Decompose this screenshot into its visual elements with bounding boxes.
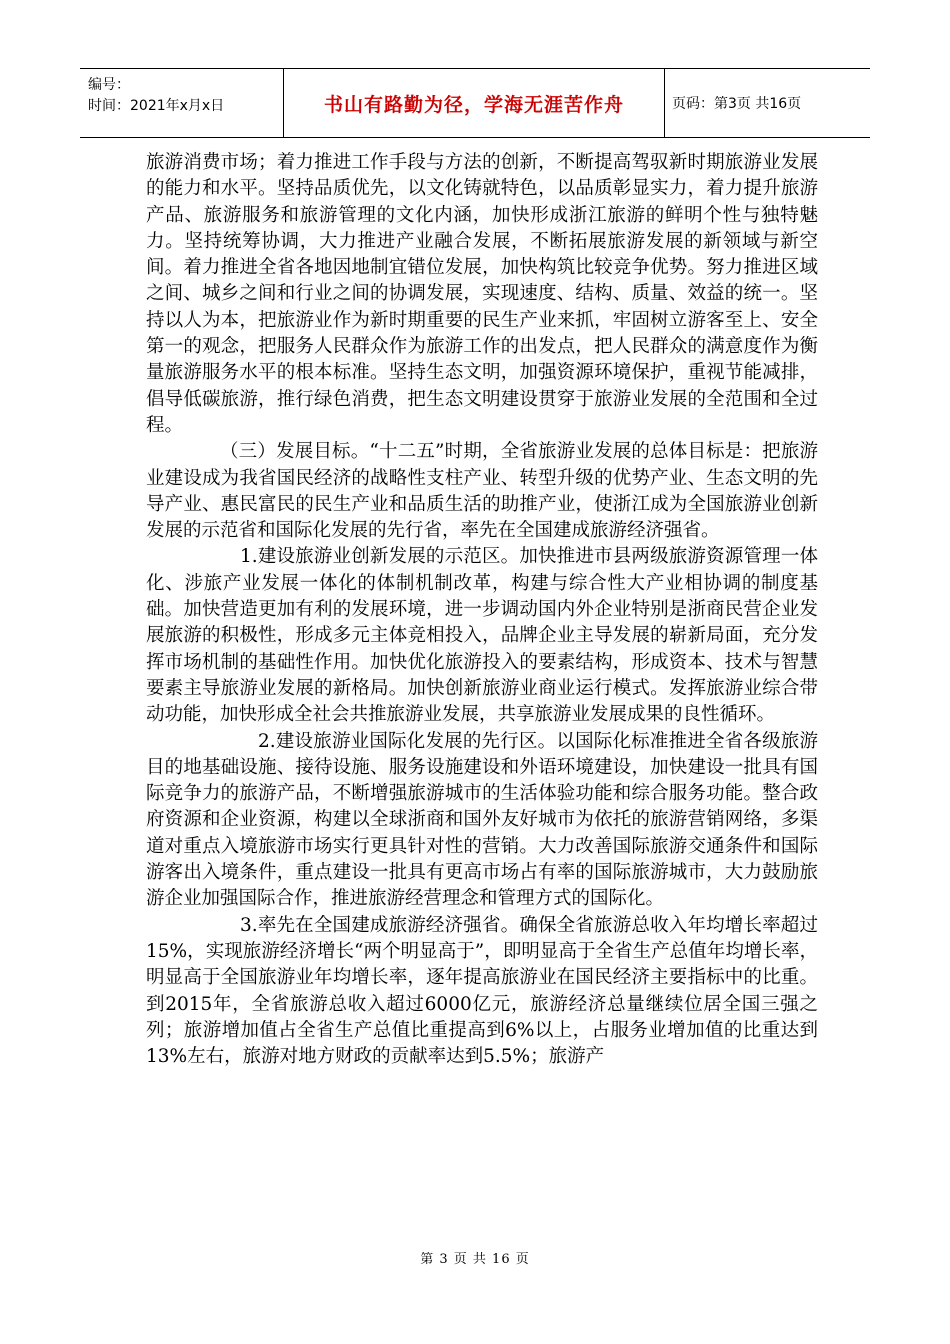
document-time-label: 时间：2021年x月x日 — [88, 98, 225, 114]
document-number-label: 编号： — [88, 77, 130, 93]
body-paragraph-1: 旅游消费市场；着力推进工作手段与方法的创新，不断提高驾驭新时期旅游业发展的能力和水平。坚持品质优先，以文化铸就特色，以品质彰显实力，着力提升旅游产品、旅游服务和旅游管理的文化内涵，加快形成浙江旅游的鲜明个性与独特魅力。坚持统筹协调，大力推进产业融合发展，不断拓展旅游发展的新领域与新空间。着力推进全省各地因地制宜错位发展，加快构筑比较竞争优势。努力推进区域之间、城乡之间和行业之间的协调发展，实现速度、结构、质量、效益的统一。坚持以人为本，把旅游业作为新时期重要的民生产业来抓，牢固树立游客至上、安全第一的观念，把服务人民群众作为旅游工作的出发点，把人民群众的满意度作为衡量旅游服务水平的根本标准。坚持生态文明，加强资源环境保护，重视节能减排，倡导低碳旅游，推行绿色消费，把生态文明建设贯穿于旅游业发展的全范围和全过程。 — [146, 152, 818, 436]
document-body — [146, 150, 818, 1070]
page-footer: 第 3 页 共 16 页 — [420, 1252, 530, 1267]
body-paragraph-goal-3: 3.率先在全国建成旅游经济强省。确保全省旅游总收入年均增长率超过15%，实现旅游经济增长“两个明显高于”，即明显高于全省生产总值年均增长率，明显高于全国旅游业年均增长率，逐年提高旅游业在国民经济主要指标中的比重。到2015年，全省旅游总收入超过6000亿元，旅游经济总量继续位居全国三强之列；旅游增加值占全省生产总值比重提高到6%以上，占服务业增加值的比重达到13%左右，旅游对地方财政的贡献率达到5.5%；旅游产 — [146, 914, 818, 1068]
page-header — [80, 68, 870, 138]
header-motto: 书山有路勤为径，学海无涯苦作舟 — [283, 69, 665, 137]
body-paragraph-goal-1: 1.建设旅游业创新发展的示范区。加快推进市县两级旅游资源管理一体化、涉旅产业发展一体化的体制机制改革，构建与综合性大产业相协调的制度基础。加快营造更加有利的发展环境，进一步调动国内外企业特别是浙商民营企业发展旅游的积极性，形成多元主体竞相投入，品牌企业主导发展的崭新局面，充分发挥市场机制的基础性作用。加快优化旅游投入的要素结构，形成资本、技术与智慧要素主导旅游业发展的新格局。加快创新旅游业商业运行模式。发挥旅游业综合带动功能，加快形成全社会共推旅游业发展，共享旅游业发展成果的良性循环。 — [146, 546, 818, 726]
body-paragraph-development-goals: （三）发展目标。“十二五”时期，全省旅游业发展的总体目标是：把旅游业建设成为我省国民经济的战略性支柱产业、转型升级的优势产业、生态文明的先导产业、惠民富民的民生产业和品质生活的助推产业，使浙江成为全国旅游业创新发展的示范省和国际化发展的先行省，率先在全国建成旅游经济强省。 — [146, 441, 818, 542]
header-page-info: 页码：第3页 共16页 — [672, 96, 802, 112]
body-paragraph-goal-2: 2.建设旅游业国际化发展的先行区。以国际化标准推进全省各级旅游目的地基础设施、接待设施、服务设施建设和外语环境建设，加快建设一批具有国际竞争力的旅游产品，不断增强旅游城市的生活体验功能和综合服务功能。整合政府资源和企业资源，构建以全球浙商和国外友好城市为依托的旅游营销网络，多渠道对重点入境旅游市场实行更具针对性的营销。大力改善国际旅游交通条件和国际游客出入境条件，重点建设一批具有更高市场占有率的国际旅游城市，大力鼓励旅游企业加强国际合作，推进旅游经营理念和管理方式的国际化。 — [146, 730, 818, 910]
header-meta — [88, 75, 283, 117]
